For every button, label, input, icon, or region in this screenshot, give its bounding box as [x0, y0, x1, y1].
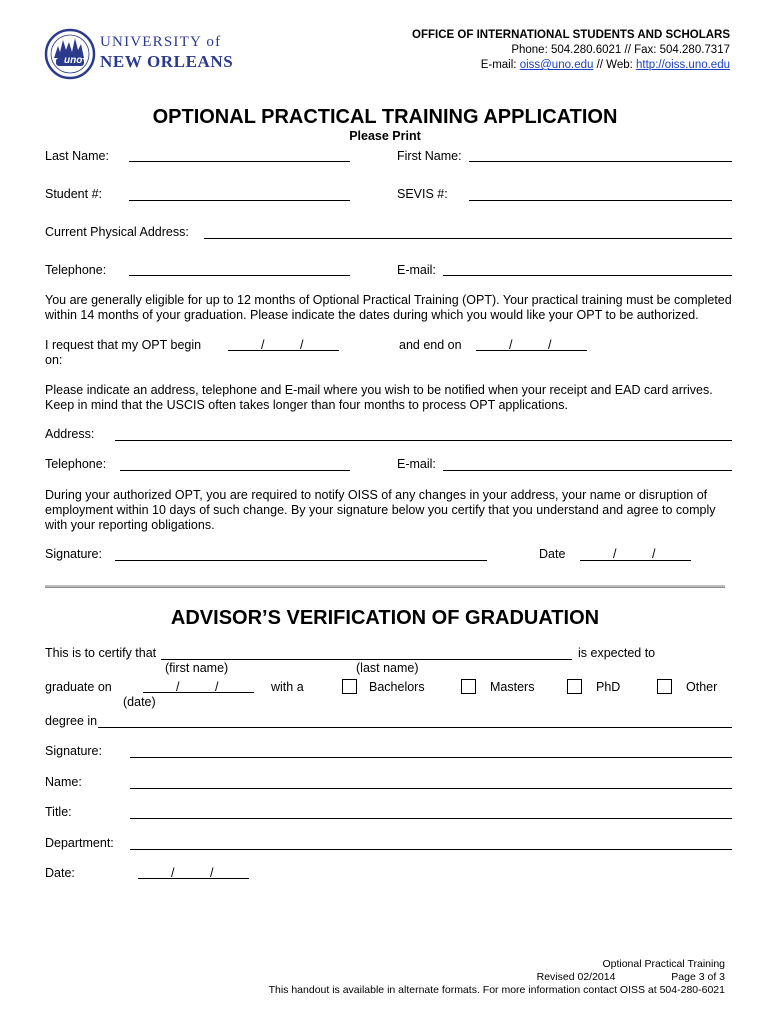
email-label: E-mail: [480, 59, 517, 71]
opt-begin-date-field[interactable] [228, 350, 339, 351]
footer [269, 958, 725, 997]
date-slash: / [210, 866, 214, 880]
last-name-hint: (last name) [356, 661, 419, 675]
last-name-field[interactable] [129, 161, 350, 162]
advisor-name-label: Name: [45, 775, 82, 789]
sevis-label: SEVIS #: [397, 187, 448, 201]
date-slash: / [215, 680, 219, 694]
advisor-title-label: Title: [45, 805, 72, 819]
advisor-date-label: Date: [45, 866, 75, 880]
date-label: Date [539, 547, 566, 561]
signature-date-field[interactable] [580, 560, 691, 561]
date-slash: / [613, 547, 617, 561]
masters-label: Masters [490, 680, 535, 694]
opt-begin-label-cont: on: [45, 353, 63, 367]
office-contact [412, 58, 730, 73]
advisor-name-field[interactable] [130, 788, 732, 789]
application-title: OPTIONAL PRACTICAL TRAINING APPLICATION [152, 106, 618, 128]
advisor-title: ADVISOR’S VERIFICATION OF GRADUATION [170, 607, 600, 629]
degree-field[interactable] [98, 727, 732, 728]
section-divider [45, 585, 725, 588]
department-field[interactable] [130, 849, 732, 850]
date-slash: / [652, 547, 656, 561]
first-name-field[interactable] [469, 161, 732, 162]
logo-line-1: UNIVERSITY of [100, 34, 222, 50]
date-slash: / [548, 338, 552, 352]
obligation-text: During your authorized OPT, you are required to notify OISS of any changes in your address, your name or disruption of employment within 10 days of such change. By your signature below you certify that you understand and agree to comply with your reporting obligations. [45, 488, 716, 532]
email-label: E-mail: [397, 263, 436, 277]
footer-revision [269, 971, 725, 984]
other-label: Other [686, 680, 718, 694]
advisor-date-field[interactable] [138, 878, 249, 879]
student-number-field[interactable] [129, 200, 350, 201]
student-number-label: Student #: [45, 187, 102, 201]
notify-telephone-label: Telephone: [45, 457, 107, 471]
email-link[interactable]: oiss@uno.edu [519, 59, 594, 71]
graduation-date-field[interactable] [143, 692, 254, 693]
last-name-label: Last Name: [45, 149, 109, 163]
opt-begin-label: I request that my OPT begin [45, 338, 202, 352]
date-slash: / [176, 680, 180, 694]
office-name: OFFICE OF INTERNATIONAL STUDENTS AND SCHOLARS [412, 29, 730, 41]
bachelors-checkbox[interactable] [342, 679, 357, 694]
web-separator: // Web: [596, 59, 633, 71]
signature-label: Signature: [45, 547, 102, 561]
phd-checkbox[interactable] [567, 679, 582, 694]
first-name-label: First Name: [397, 149, 462, 163]
masters-checkbox[interactable] [461, 679, 476, 694]
advisor-signature-label: Signature: [45, 744, 102, 758]
graduate-on-label: graduate on [45, 680, 112, 694]
web-link[interactable]: http://oiss.uno.edu [636, 59, 730, 71]
email-field[interactable] [443, 275, 732, 276]
footer-title: Optional Practical Training [602, 958, 725, 970]
notify-text: Please indicate an address, telephone and E-mail where you wish to be notified when your receipt and EAD card arrives. Keep in mind that the USCIS often takes longer than four months to process OPT applications. [45, 383, 713, 412]
telephone-label: Telephone: [45, 263, 107, 277]
notify-address-label: Address: [45, 427, 95, 441]
physical-address-field[interactable] [204, 238, 732, 239]
opt-end-label: and end on [399, 338, 462, 352]
please-print: Please Print [349, 129, 421, 143]
opt-end-date-field[interactable] [476, 350, 587, 351]
expected-label: is expected to [578, 646, 656, 660]
date-slash: / [300, 338, 304, 352]
first-name-hint: (first name) [165, 661, 229, 675]
notify-email-label: E-mail: [397, 457, 436, 471]
eligibility-text: You are generally eligible for up to 12 months of Optional Practical Training (OPT). Your practical training must be completed within 14 months of your graduation. Please indicate the dates during which you would like your OPT to be authorized. [45, 293, 732, 322]
date-slash: / [171, 866, 175, 880]
office-phone-fax: Phone: 504.280.6021 // Fax: 504.280.7317 [511, 44, 730, 56]
physical-address-label: Current Physical Address: [45, 225, 189, 239]
logo-badge: uno [64, 55, 83, 66]
advisor-signature-field[interactable] [130, 757, 732, 758]
date-slash: / [261, 338, 265, 352]
notify-telephone-field[interactable] [120, 470, 350, 471]
signature-field[interactable] [115, 560, 487, 561]
university-logo [44, 28, 234, 80]
footer-accessibility-note: This handout is available in alternate formats. For more information contact OISS at 504-280-6021 [268, 984, 725, 996]
logo-line-2: NEW ORLEANS [100, 52, 234, 71]
student-name-field[interactable] [161, 659, 572, 660]
certify-label: This is to certify that [45, 646, 157, 660]
notify-address-field[interactable] [115, 440, 732, 441]
phd-label: PhD [596, 680, 621, 694]
notify-email-field[interactable] [443, 470, 732, 471]
page-number: Page 3 of 3 [671, 971, 725, 983]
date-slash: / [509, 338, 513, 352]
revised-date: Revised 02/2014 [536, 971, 616, 983]
office-info [412, 28, 730, 73]
sevis-field[interactable] [469, 200, 732, 201]
department-label: Department: [45, 836, 114, 850]
advisor-title-field[interactable] [130, 818, 732, 819]
date-hint: (date) [123, 695, 156, 709]
bachelors-label: Bachelors [369, 680, 425, 694]
other-checkbox[interactable] [657, 679, 672, 694]
degree-in-label: degree in [45, 714, 98, 728]
with-a-label: with a [271, 680, 304, 694]
telephone-field[interactable] [129, 275, 350, 276]
